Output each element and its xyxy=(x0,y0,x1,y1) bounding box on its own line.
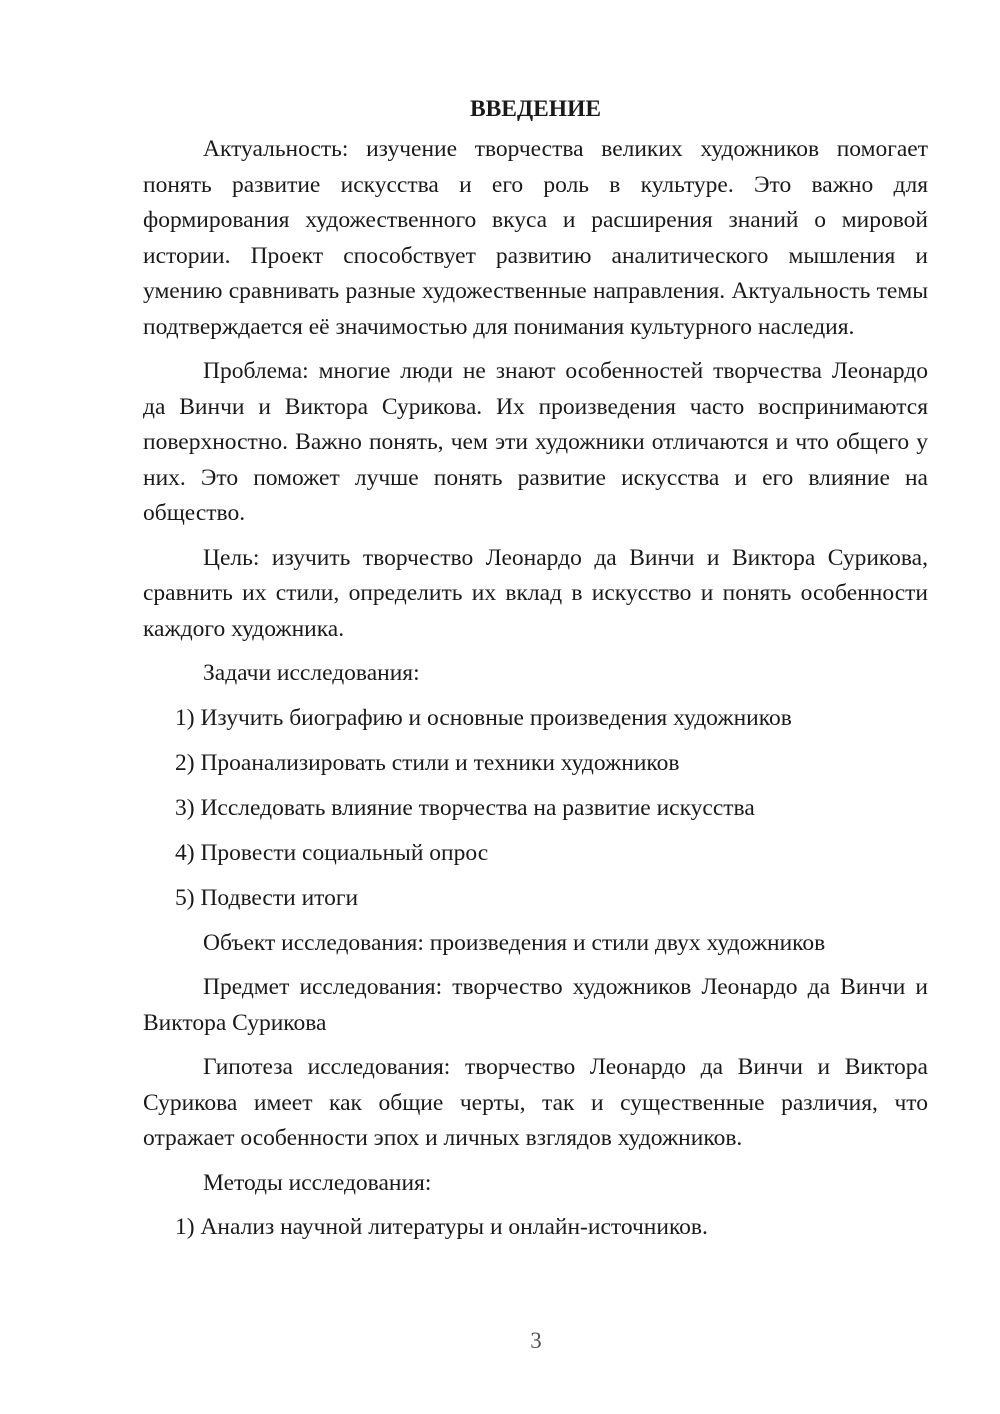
goal-paragraph: Цель: изучить творчество Леонардо да Винчи и Виктора Сурикова, сравнить их стили, определить их вклад в искусство и понять особенности каждого художника. xyxy=(143,544,928,642)
list-item: 3) Исследовать влияние творчества на развитие искусства xyxy=(175,794,755,821)
list-item: 4) Провести социальный опрос xyxy=(175,839,489,866)
problem-paragraph: Проблема: многие люди не знают особенностей творчества Леонардо да Винчи и Виктора Сурикова. Их произведения часто воспринимаются поверхностно. Важно понять, чем эти художники отличаются и что общего у них. Это поможет лучше понять развитие искусства и его влияние на общество. xyxy=(143,358,928,526)
object-paragraph: Объект исследования: произведения и стили двух художников xyxy=(203,929,826,956)
list-item: 2) Проанализировать стили и техники художников xyxy=(175,749,680,776)
document-page xyxy=(143,92,928,1255)
methods-list xyxy=(143,1210,928,1246)
hypothesis-paragraph: Гипотеза исследования: творчество Леонардо да Винчи и Виктора Сурикова имеет как общие черты, так и существенные различия, что отражает особенности эпох и личных взглядов художников. xyxy=(143,1054,928,1151)
page-title: ВВЕДЕНИЕ xyxy=(469,96,602,122)
list-item: 5) Подвести итоги xyxy=(175,884,359,911)
tasks-heading: Задачи исследования: xyxy=(203,660,420,686)
tasks-list xyxy=(143,701,928,917)
list-item: 1) Изучить биографию и основные произведения художников xyxy=(175,704,792,731)
relevance-paragraph: Актуальность: изучение творчества великих художников помогает понять развитие искусства и его роль в культуре. Это важно для формирования художественного вкуса и расширения знаний о мировой истории. Проект способствует развитию аналитического мышления и умению сравнивать разные художественные направления. Актуальность темы подтверждается её значимостью для понимания культурного наследия. xyxy=(143,136,928,340)
page-number: 3 xyxy=(530,1328,542,1353)
subject-paragraph: Предмет исследования: творчество художников Леонардо да Винчи и Виктора Сурикова xyxy=(143,974,928,1036)
list-item: 1) Анализ научной литературы и онлайн-источников. xyxy=(175,1214,708,1240)
methods-heading: Методы исследования: xyxy=(203,1169,432,1196)
